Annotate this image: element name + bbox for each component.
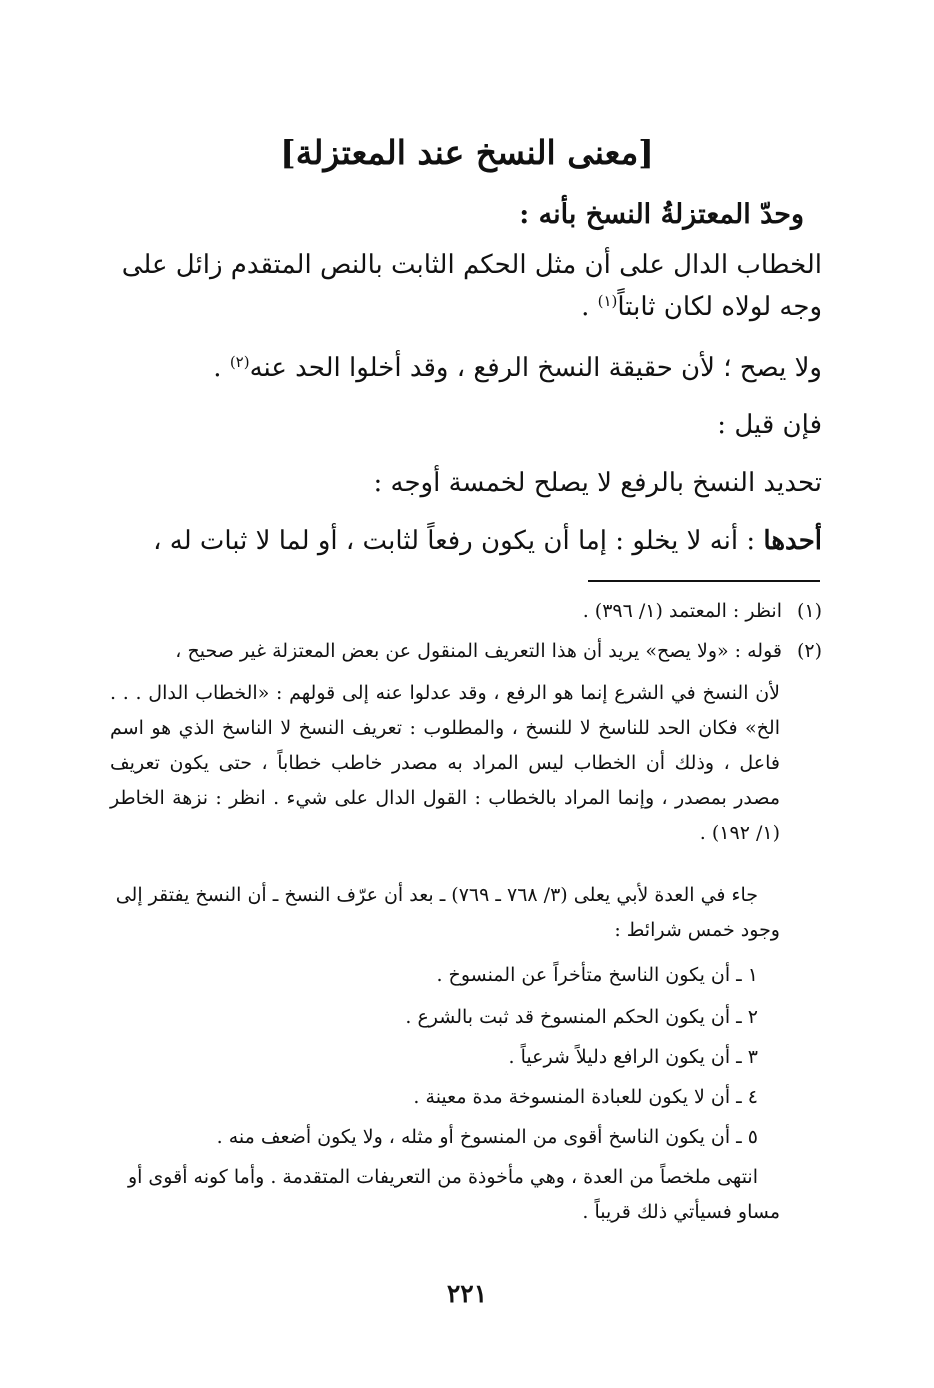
condition-item: ١ ـ أن يكون الناسخ متأخراً عن المنسوخ . xyxy=(436,964,758,986)
definition-intro: وحدّ المعتزلةُ النسخ بأنه : xyxy=(519,199,804,230)
section-heading: [معنى النسخ عند المعتزلة] xyxy=(280,133,654,172)
first-aspect-paragraph xyxy=(110,520,822,562)
footnote-2-number: (٢) xyxy=(796,640,822,662)
footnote-1 xyxy=(110,594,822,629)
objection-paragraph xyxy=(110,347,822,389)
first-aspect-text: : أنه لا يخلو : إما أن يكون رفعاً لثابت ، أو لما لا ثبات له ، xyxy=(153,526,764,556)
condition-item: ٣ ـ أن يكون الرافع دليلاً شرعياً . xyxy=(508,1046,758,1068)
footnote-1-text: انظر : المعتمد (١/ ٣٩٦) . xyxy=(582,600,782,622)
footnote-2-closing: انتهى ملخصاً من العدة ، وهي مأخوذة من التعريفات المتقدمة . وأما كونه أقوى أو مساو فسيأتي ذلك قريباً . xyxy=(127,1166,780,1223)
footnote-1-number: (١) xyxy=(796,600,822,622)
definition-paragraph xyxy=(110,244,822,328)
footnote-2-line1: قوله : «ولا يصح» يريد أن هذا التعريف المنقول عن بعض المعتزلة غير صحيح ، xyxy=(175,640,782,662)
objection-end: . xyxy=(213,353,230,383)
first-aspect-label: أحدها xyxy=(763,526,822,556)
footnote-2-paragraph-2: جاء في العدة لأبي يعلى (٣/ ٧٦٨ ـ ٧٦٩) ـ بعد أن عرّف النسخ ـ أن النسخ يفتقر إلى وجود خمس شرائط : xyxy=(115,884,780,941)
footnote-separator xyxy=(588,580,820,582)
condition-item: ٤ ـ أن لا يكون للعبادة المنسوخة مدة معينة . xyxy=(413,1086,758,1108)
condition-item: ٥ ـ أن يكون الناسخ أقوى من المنسوخ أو مثله ، ولا يكون أضعف منه . xyxy=(216,1126,758,1148)
definition-end: . xyxy=(581,292,598,322)
footnote-2-first-line xyxy=(110,634,822,669)
footnote-ref-2: (٢) xyxy=(229,353,250,371)
page-number: ٢٢١ xyxy=(446,1279,488,1308)
five-aspects-line: تحديد النسخ بالرفع لا يصلح لخمسة أوجه : xyxy=(373,468,822,498)
footnote-ref-1: (١) xyxy=(597,292,618,310)
condition-item: ٢ ـ أن يكون الحكم المنسوخ قد ثبت بالشرع . xyxy=(405,1006,758,1028)
footnote-2-body: لأن النسخ في الشرع إنما هو الرفع ، وقد عدلوا عنه إلى قولهم : «الخطاب الدال . . . الخ» فكان الحد للناسخ لا للنسخ ، والمطلوب : تعريف النسخ لا الناسخ الذي هو اسم فاعل ، وذلك أن الخطاب ليس المراد به مصدر خاطب خطاباً ، حتى يكون تعريف مصدر بمصدر ، وإنما المراد بالخطاب : القول الدال على شيء . انظر : نزهة الخاطر (١/ ١٩٢) . xyxy=(110,682,780,844)
if-said-line: فإن قيل : xyxy=(717,410,822,440)
objection-text: ولا يصح ؛ لأن حقيقة النسخ الرفع ، وقد أخلوا الحد عنه xyxy=(249,353,822,383)
definition-text: الخطاب الدال على أن مثل الحكم الثابت بالنص المتقدم زائل على وجه لولاه لكان ثابتاً xyxy=(121,250,822,322)
